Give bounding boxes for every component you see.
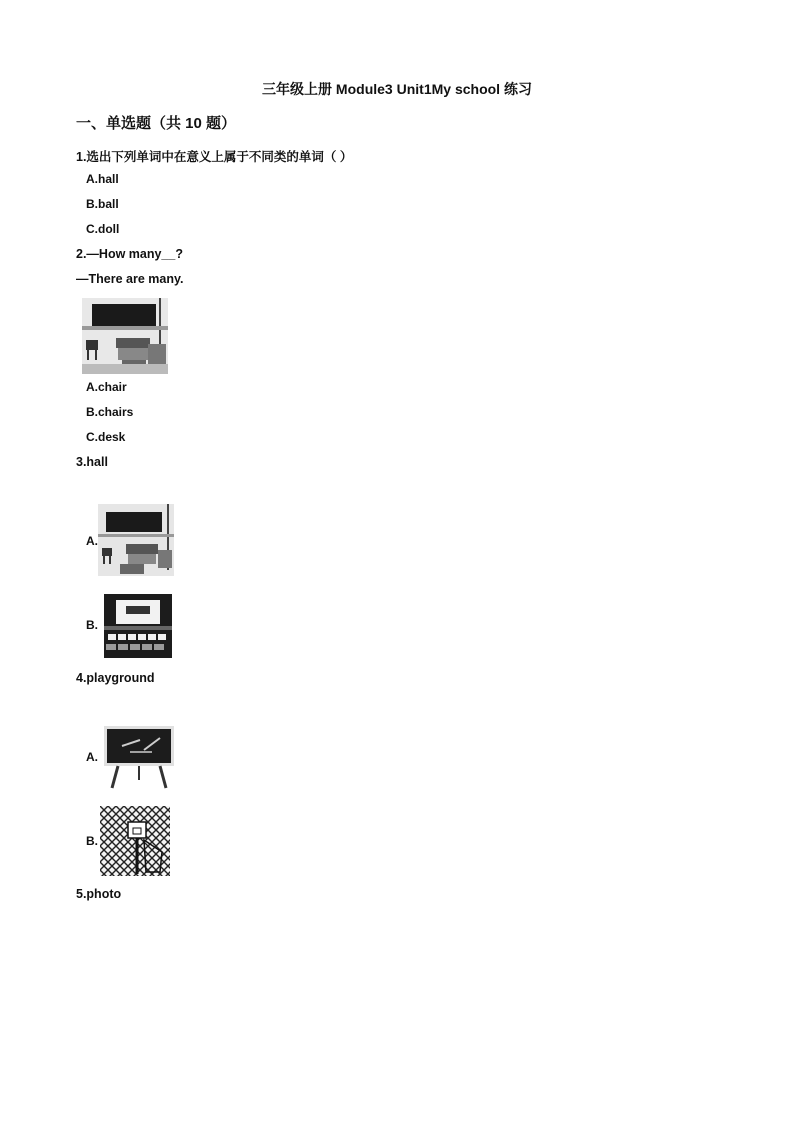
question-2-option-c[interactable]: C.desk	[86, 430, 126, 444]
question-4-stem: 4.playground	[76, 671, 155, 685]
page-title: 三年级上册 Module3 Unit1My school 练习	[262, 81, 532, 97]
classroom-picture	[82, 298, 168, 374]
question-3-option-a[interactable]: A.	[86, 534, 98, 548]
question-2-option-b[interactable]: B.chairs	[86, 405, 134, 419]
question-3-stem: 3.hall	[76, 455, 108, 469]
question-2-answer-line: —There are many.	[76, 272, 184, 286]
blackboard-option-picture	[100, 722, 178, 792]
question-1-option-b[interactable]: B.ball	[86, 197, 119, 211]
question-5-stem: 5.photo	[76, 887, 122, 901]
question-2-option-a[interactable]: A.chair	[86, 380, 127, 394]
playground-option-picture	[100, 806, 170, 876]
classroom-option-picture	[98, 504, 174, 576]
question-2-stem: 2.—How many__?	[76, 247, 183, 261]
question-3-option-b[interactable]: B.	[86, 618, 98, 632]
question-4-option-a[interactable]: A.	[86, 750, 98, 764]
question-1-option-a[interactable]: A.hall	[86, 172, 119, 186]
hall-option-picture	[104, 594, 172, 658]
question-1-stem: 1.选出下列单词中在意义上属于不同类的单词（ ）	[76, 150, 353, 164]
question-4-option-b[interactable]: B.	[86, 834, 98, 848]
section-heading: 一、单选题（共 10 题）	[76, 115, 237, 132]
question-1-option-c[interactable]: C.doll	[86, 222, 120, 236]
